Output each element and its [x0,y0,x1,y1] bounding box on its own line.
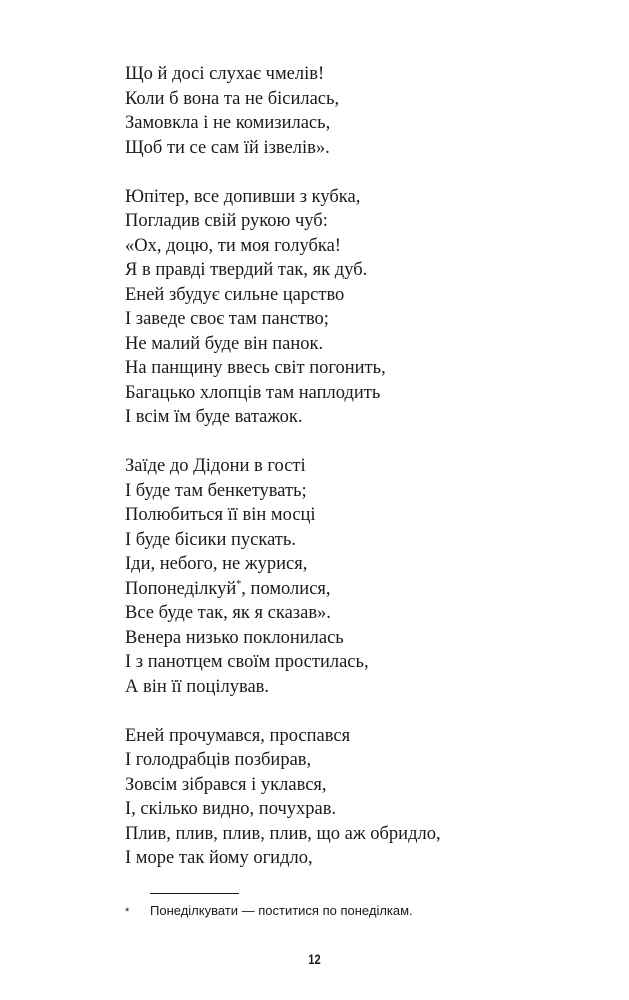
poem-line: І всім їм буде ватажок. [125,407,303,427]
page-number: 12 [308,951,321,967]
poem-line: Що й досі слухає чмелів! [125,64,325,84]
stanza-2 [125,185,565,430]
poem-line: Зовсім зібрався і уклався, [125,774,327,795]
poem-line: Коли б вона та не бісилась, [125,88,340,109]
poem-line: І буде там бенкетувать; [125,480,307,501]
poem-line-text: Попонеділкуй [125,578,237,599]
poem-line: Не малий буде він панок. [125,333,324,354]
poem-line: Полюбиться її він мосці [125,505,316,525]
footnote [125,902,575,921]
poem-line: Плив, плив, плив, плив, що аж обридло, [125,823,441,844]
footnote-reference[interactable]: * [236,578,242,590]
stanza-1 [125,62,565,160]
stanza-4 [125,724,565,871]
poem-line: Погладив свій рукою чуб: [125,211,328,231]
poem-line: Щоб ти се сам їй ізвелів». [125,137,330,158]
footnote-text: Понеділкувати — поститися по понеділкам. [150,903,413,918]
footnote-divider [150,893,239,894]
poem-line: Замовкла і не комизилась, [125,113,331,133]
poem-line: А він її поцілував. [125,676,270,697]
poem-line: І буде бісики пускать. [125,529,296,550]
poem-line: І море так йому огидло, [125,848,313,868]
poem-line: Багацько хлопців там наплодить [125,382,381,403]
poem-line-continuation: , помолися, [241,578,331,599]
poem-text [125,62,565,895]
poem-line: На панщину ввесь світ погонить, [125,358,386,378]
footnote-marker: * [125,906,130,918]
poem-line-footnoted [125,577,565,602]
poem-line: І голодрабців позбирав, [125,750,312,770]
poem-line: І з панотцем своїм простилась, [125,652,369,672]
stanza-3 [125,454,565,699]
poem-line: Еней прочумався, проспався [125,725,351,746]
poem-line: Все буде так, як я сказав». [125,603,331,623]
poem-line: Я в правді твердий так, як дуб. [125,260,368,280]
poem-line: І, скілько видно, почухрав. [125,799,337,819]
poem-line: Іди, небого, не журися, [125,554,308,574]
poem-line: Венера низько поклонилась [125,627,344,648]
poem-line: «Ох, доцю, ти моя голубка! [125,235,341,256]
poem-line: Юпітер, все допивши з кубка, [125,186,361,207]
poem-line: Еней збудує сильне царство [125,284,345,305]
poem-line: І заведе своє там панство; [125,309,329,329]
poem-line: Заїде до Дідони в гості [125,456,306,476]
